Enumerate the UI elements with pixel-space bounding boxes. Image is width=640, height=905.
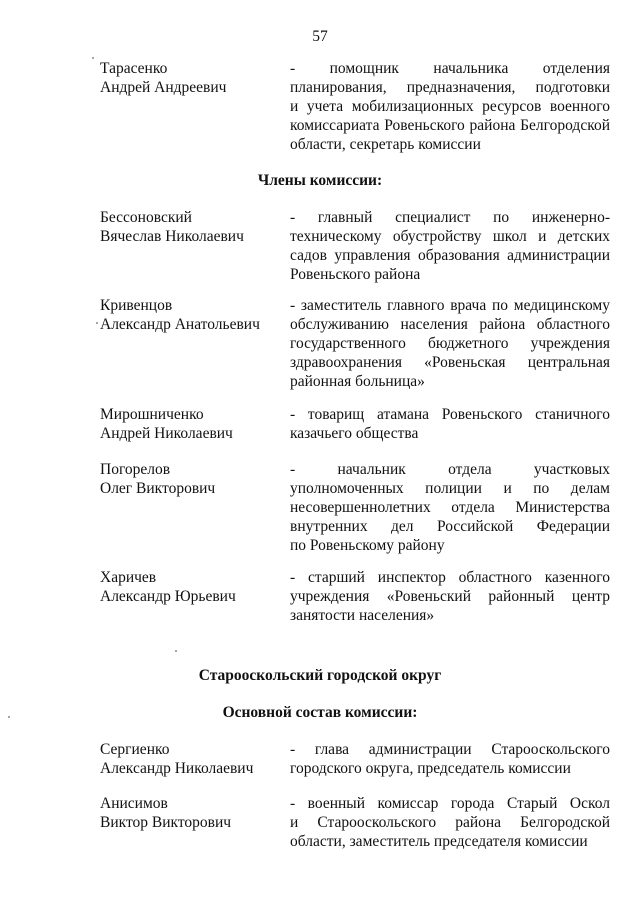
role-line: - старший инспектор областного казенного (290, 569, 610, 586)
person-role (290, 740, 610, 778)
role-line: области, заместитель председателя комиссии (290, 833, 588, 850)
surname: Кривенцов (100, 297, 173, 314)
role-line: и учета мобилизационных ресурсов военного (290, 98, 610, 115)
role-line: области, секретарь комиссии (290, 136, 481, 153)
role-line: - начальник отдела участковых (290, 461, 610, 478)
role-line: Ровеньского района (290, 266, 421, 283)
role-line: государственного бюджетного учреждения (290, 335, 610, 352)
given-names: Александр Николаевич (100, 760, 254, 777)
role-line: садов управления образования администрации (290, 247, 610, 264)
role-line: - главный специалист по инженерно- (290, 209, 610, 226)
role-line: комиссариата Ровеньского района Белгородской (290, 117, 610, 134)
given-names: Александр Юрьевич (100, 588, 236, 605)
person-role (290, 794, 610, 851)
given-names: Андрей Андреевич (100, 79, 227, 96)
given-names: Олег Викторович (100, 480, 216, 497)
role-line: занятости населения» (290, 607, 435, 624)
role-line: техническому обустройству школ и детских (290, 228, 610, 245)
district-heading: Старооскольский городской округ (198, 667, 442, 684)
surname: Погорелов (100, 461, 171, 478)
role-line: районная больница» (290, 373, 425, 390)
person-role (290, 208, 610, 284)
scan-speck (8, 716, 10, 718)
person-role (290, 405, 610, 443)
members-heading: Члены комиссии: (257, 172, 383, 189)
person-name (100, 568, 285, 606)
given-names: Вячеслав Николаевич (100, 228, 244, 245)
role-line: - помощник начальника отделения (290, 60, 610, 77)
surname: Тарасенко (100, 60, 168, 77)
surname: Харичев (100, 569, 157, 586)
given-names: Александр Анатольевич (100, 316, 260, 333)
person-name (100, 405, 285, 443)
person-role (290, 568, 610, 625)
surname: Бессоновский (100, 209, 192, 226)
scan-speck (96, 322, 98, 324)
role-line: - глава администрации Старооскольского (290, 741, 610, 758)
person-role (290, 460, 610, 555)
surname: Анисимов (100, 795, 168, 812)
role-line: здравоохранения «Ровеньская центральная (290, 354, 610, 371)
main-composition-heading: Основной состав комиссии: (222, 704, 418, 721)
scan-speck (175, 650, 177, 652)
role-line: - военный комиссар города Старый Оскол (290, 795, 610, 812)
scan-speck (92, 57, 94, 59)
given-names: Андрей Николаевич (100, 425, 233, 442)
role-line: - товарищ атамана Ровеньского станичного (290, 406, 610, 423)
person-name (100, 740, 285, 778)
role-line: - заместитель главного врача по медицинскому (290, 297, 610, 314)
role-line: казачьего общества (290, 425, 419, 442)
role-line: планирования, предназначения, подготовки (290, 79, 610, 96)
role-line: уполномоченных полиции и по делам (290, 480, 610, 497)
role-line: несовершеннолетних отдела Министерства (290, 499, 610, 516)
role-line: внутренних дел Российской Федерации (290, 518, 610, 535)
person-name (100, 794, 285, 832)
person-role (290, 296, 610, 391)
surname: Сергиенко (100, 741, 170, 758)
person-name (100, 208, 285, 246)
person-name (100, 59, 285, 97)
person-name (100, 296, 285, 334)
role-line: учреждения «Ровеньский районный центр (290, 588, 610, 605)
surname: Мирошниченко (100, 406, 204, 423)
role-line: и Старооскольского района Белгородской (290, 814, 610, 831)
page-number: 57 (312, 28, 328, 45)
role-line: обслуживанию населения района областного (290, 316, 610, 333)
person-name (100, 460, 285, 498)
given-names: Виктор Викторович (100, 814, 232, 831)
role-line: городского округа, председатель комиссии (290, 760, 571, 777)
person-role (290, 59, 610, 154)
role-line: по Ровеньскому району (290, 537, 445, 554)
